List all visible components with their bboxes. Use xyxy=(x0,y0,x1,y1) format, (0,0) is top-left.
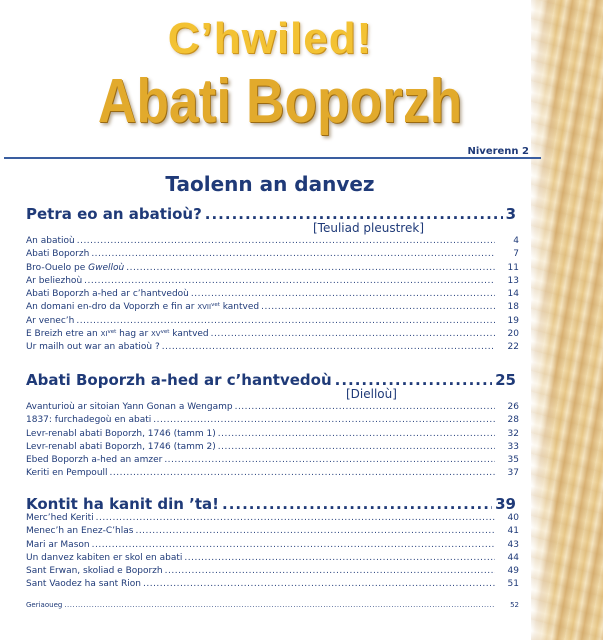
section-subtitle: [Dielloù] xyxy=(346,387,397,401)
toc-entry[interactable]: Un danvez kabiten er skol en abati ..... 44 xyxy=(26,553,519,566)
toc-entry[interactable]: Abati Boporzh ..... 7 xyxy=(26,249,519,262)
section-page: 39 xyxy=(495,495,516,513)
issue-number: Niverenn 2 xyxy=(467,146,529,157)
toc-entry[interactable]: Avanturioù ar sitoian Yann Gonan a Wengamp ..... 26 xyxy=(26,402,519,415)
dot-leader xyxy=(222,495,492,513)
toc-entry-glossary[interactable]: Geriaoueg ..... 52 xyxy=(26,601,519,614)
toc-entry[interactable]: An domani en-dro da Voporzh e fin ar $XVII^{vet}$ kantved ..... 18 xyxy=(26,302,519,315)
toc-entry[interactable]: Sant Erwan, skoliad e Boporzh ..... 49 xyxy=(26,566,519,579)
magazine-title: C’hwiled! xyxy=(167,14,373,63)
toc-entry[interactable]: Levr-renabl abati Boporzh, 1746 (tamm 1) ..... 32 xyxy=(26,429,519,442)
section-title: Kontit ha kanit din ’ta! xyxy=(26,495,219,513)
section-title: Abati Boporzh a-hed ar c’hantvedoù xyxy=(26,371,332,389)
toc-entry[interactable]: Levr-renabl abati Boporzh, 1746 (tamm 2) ..... 33 xyxy=(26,442,519,455)
toc-entry[interactable]: 1837: furchadegoù en abati ..... 28 xyxy=(26,415,519,428)
toc-entry[interactable]: An abatioù ..... 4 xyxy=(26,236,519,249)
toc-list xyxy=(26,236,519,356)
header-divider xyxy=(4,157,541,159)
section-heading[interactable] xyxy=(26,371,516,389)
toc-entry[interactable]: Ur mailh out war an abatioù ? ..... 22 xyxy=(26,342,519,355)
toc-entry[interactable]: Merc’hed Keriti ..... 40 xyxy=(26,513,519,526)
toc-entry[interactable]: E Breizh etre an $XI^{vet}$ hag ar $XV^{vet}$ kantved ..... 20 xyxy=(26,329,519,342)
toc-entry[interactable]: Menec’h an Enez-C’hlas ..... 41 xyxy=(26,526,519,539)
glossary-entry-wrap xyxy=(26,601,519,614)
issue-main-title: Abati Boporzh xyxy=(97,67,463,136)
toc-entry[interactable]: Bro-Ouelo pe Gwelloù ..... 11 xyxy=(26,263,519,276)
toc-entry[interactable]: Ar venec’h ..... 19 xyxy=(26,316,519,329)
section-subtitle: [Teuliad pleustrek] xyxy=(313,221,424,235)
toc-entry[interactable]: Mari ar Mason ..... 43 xyxy=(26,540,519,553)
section-page: 25 xyxy=(495,371,516,389)
toc-entry[interactable]: Sant Vaodez ha sant Rion ..... 51 xyxy=(26,579,519,592)
section-title: Petra eo an abatioù? xyxy=(26,205,202,223)
toc-entry[interactable]: Abati Boporzh a-hed ar c’hantvedoù ..... 14 xyxy=(26,289,519,302)
toc-entry[interactable]: Ebed Boporzh a-hed an amzer ..... 35 xyxy=(26,455,519,468)
toc-entry[interactable]: Keriti en Pempoull ..... 37 xyxy=(26,468,519,481)
section-heading[interactable] xyxy=(26,495,516,513)
section-heading[interactable] xyxy=(26,205,516,223)
toc-list xyxy=(26,402,519,482)
parchment-texture-strip xyxy=(531,0,603,640)
toc-entry[interactable]: Ar beliezhoù ..... 13 xyxy=(26,276,519,289)
section-page: 3 xyxy=(505,205,516,223)
toc-title: Taolenn an danvez xyxy=(165,172,375,196)
toc-list xyxy=(26,513,519,593)
